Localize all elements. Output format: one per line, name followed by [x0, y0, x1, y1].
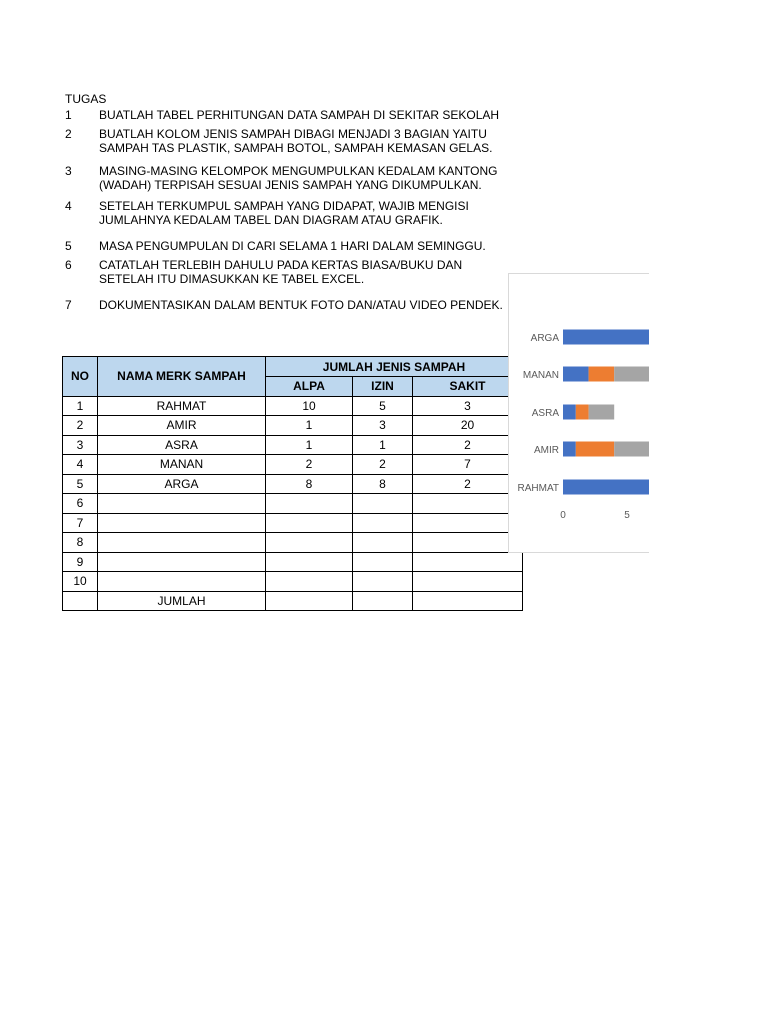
cell-izin[interactable]: 5: [353, 396, 413, 416]
cell-sakit[interactable]: [413, 572, 523, 592]
task-number: 7: [65, 298, 72, 312]
task-number: 4: [65, 199, 72, 213]
cell-name[interactable]: AMIR: [98, 416, 266, 436]
cell-sakit[interactable]: 20: [413, 416, 523, 436]
cell-name[interactable]: [98, 513, 266, 533]
cell-no[interactable]: 7: [63, 513, 98, 533]
cell-sakit[interactable]: 3: [413, 396, 523, 416]
cell-alpa[interactable]: [266, 552, 353, 572]
cell-name[interactable]: [98, 533, 266, 553]
cell-name[interactable]: ARGA: [98, 474, 266, 494]
task-number: 2: [65, 127, 72, 141]
stacked-bar-chart[interactable]: [508, 273, 649, 553]
cell-sakit[interactable]: [413, 552, 523, 572]
total-row: [63, 591, 523, 611]
cell-alpa[interactable]: [266, 533, 353, 553]
table-row: [63, 455, 523, 475]
task-text: BUATLAH KOLOM JENIS SAMPAH DIBAGI MENJADI 3 BAGIAN YAITU SAMPAH TAS PLASTIK, SAMPAH BOTOL, SAMPAH KEMASAN GELAS.: [99, 127, 493, 155]
bar-segment[interactable]: [589, 367, 615, 382]
bar-segment[interactable]: [576, 442, 614, 457]
cell-sakit[interactable]: [413, 533, 523, 553]
x-tick-label: 5: [624, 510, 630, 521]
task-number: 1: [65, 108, 72, 122]
cell-izin[interactable]: [353, 552, 413, 572]
bar-segment[interactable]: [563, 480, 649, 495]
table-row: [63, 416, 523, 436]
cell-alpa[interactable]: [266, 513, 353, 533]
task-text: MASA PENGUMPULAN DI CARI SELAMA 1 HARI DALAM SEMINGGU.: [99, 239, 486, 253]
category-label: ARGA: [530, 333, 559, 344]
cell-sakit[interactable]: 2: [413, 474, 523, 494]
table-row: [63, 435, 523, 455]
table-row: [63, 474, 523, 494]
table-row: [63, 513, 523, 533]
table-row: [63, 572, 523, 592]
cell-no[interactable]: 8: [63, 533, 98, 553]
bar-segment[interactable]: [563, 330, 649, 345]
cell-name[interactable]: [98, 494, 266, 514]
cell-alpa[interactable]: 10: [266, 396, 353, 416]
category-label: RAHMAT: [517, 483, 559, 494]
cell-no[interactable]: 6: [63, 494, 98, 514]
cell-sakit[interactable]: 7: [413, 455, 523, 475]
cell-alpa[interactable]: 1: [266, 435, 353, 455]
bar-segment[interactable]: [563, 442, 576, 457]
bar-segment[interactable]: [614, 442, 649, 457]
cell-izin[interactable]: [353, 494, 413, 514]
cell-name[interactable]: [98, 572, 266, 592]
total-cell[interactable]: [266, 591, 353, 611]
task-text: DOKUMENTASIKAN DALAM BENTUK FOTO DAN/ATAU VIDEO PENDEK.: [99, 298, 503, 312]
cell-alpa[interactable]: [266, 494, 353, 514]
table-row: [63, 494, 523, 514]
bar-segment[interactable]: [563, 405, 576, 420]
cell-name[interactable]: MANAN: [98, 455, 266, 475]
cell-izin[interactable]: [353, 513, 413, 533]
header-izin: IZIN: [353, 377, 413, 397]
total-cell[interactable]: [63, 591, 98, 611]
cell-alpa[interactable]: [266, 572, 353, 592]
cell-izin[interactable]: [353, 533, 413, 553]
cell-izin[interactable]: 2: [353, 455, 413, 475]
cell-alpa[interactable]: 8: [266, 474, 353, 494]
cell-name[interactable]: RAHMAT: [98, 396, 266, 416]
table-body: [63, 396, 523, 611]
header-sakit: SAKIT: [413, 377, 523, 397]
category-label: ASRA: [531, 408, 559, 419]
table-row: [63, 396, 523, 416]
task-text: MASING-MASING KELOMPOK MENGUMPULKAN KEDALAM KANTONG (WADAH) TERPISAH SESUAI JENIS SAMPAH YANG DIKUMPULKAN.: [99, 164, 498, 192]
category-label: AMIR: [534, 445, 559, 456]
cell-no[interactable]: 9: [63, 552, 98, 572]
total-cell[interactable]: [413, 591, 523, 611]
cell-sakit[interactable]: 2: [413, 435, 523, 455]
table-row: [63, 533, 523, 553]
header-group: JUMLAH JENIS SAMPAH: [266, 357, 523, 377]
cell-alpa[interactable]: 1: [266, 416, 353, 436]
bar-segment[interactable]: [589, 405, 615, 420]
page-heading: TUGAS: [65, 92, 107, 106]
bar-segment[interactable]: [614, 367, 649, 382]
table-row: [63, 552, 523, 572]
header-alpa: ALPA: [266, 377, 353, 397]
cell-name[interactable]: [98, 552, 266, 572]
cell-izin[interactable]: 1: [353, 435, 413, 455]
cell-no[interactable]: 4: [63, 455, 98, 475]
cell-alpa[interactable]: 2: [266, 455, 353, 475]
data-table: [62, 356, 523, 611]
cell-izin[interactable]: [353, 572, 413, 592]
task-text: BUATLAH TABEL PERHITUNGAN DATA SAMPAH DI SEKITAR SEKOLAH: [99, 108, 500, 122]
task-number: 3: [65, 164, 72, 178]
x-tick-label: 0: [560, 510, 566, 521]
total-label[interactable]: JUMLAH: [98, 591, 266, 611]
total-cell[interactable]: [353, 591, 413, 611]
cell-name[interactable]: ASRA: [98, 435, 266, 455]
bar-segment[interactable]: [576, 405, 589, 420]
cell-sakit[interactable]: [413, 494, 523, 514]
cell-no[interactable]: 5: [63, 474, 98, 494]
bar-segment[interactable]: [563, 367, 589, 382]
header-name: NAMA MERK SAMPAH: [98, 357, 266, 397]
cell-no[interactable]: 1: [63, 396, 98, 416]
task-text: SETELAH TERKUMPUL SAMPAH YANG DIDAPAT, WAJIB MENGISI JUMLAHNYA KEDALAM TABEL DAN DIAGRAM ATAU GRAFIK.: [99, 199, 469, 227]
chart-svg: [509, 274, 649, 552]
cell-sakit[interactable]: [413, 513, 523, 533]
cell-no[interactable]: 3: [63, 435, 98, 455]
task-number: 6: [65, 258, 72, 272]
category-label: MANAN: [522, 370, 559, 381]
cell-izin[interactable]: 8: [353, 474, 413, 494]
task-number: 5: [65, 239, 72, 253]
cell-no[interactable]: 10: [63, 572, 98, 592]
cell-izin[interactable]: 3: [353, 416, 413, 436]
cell-no[interactable]: 2: [63, 416, 98, 436]
task-text: CATATLAH TERLEBIH DAHULU PADA KERTAS BIASA/BUKU DAN SETELAH ITU DIMASUKKAN KE TABEL EXCEL.: [99, 258, 463, 286]
header-no: NO: [63, 357, 98, 397]
